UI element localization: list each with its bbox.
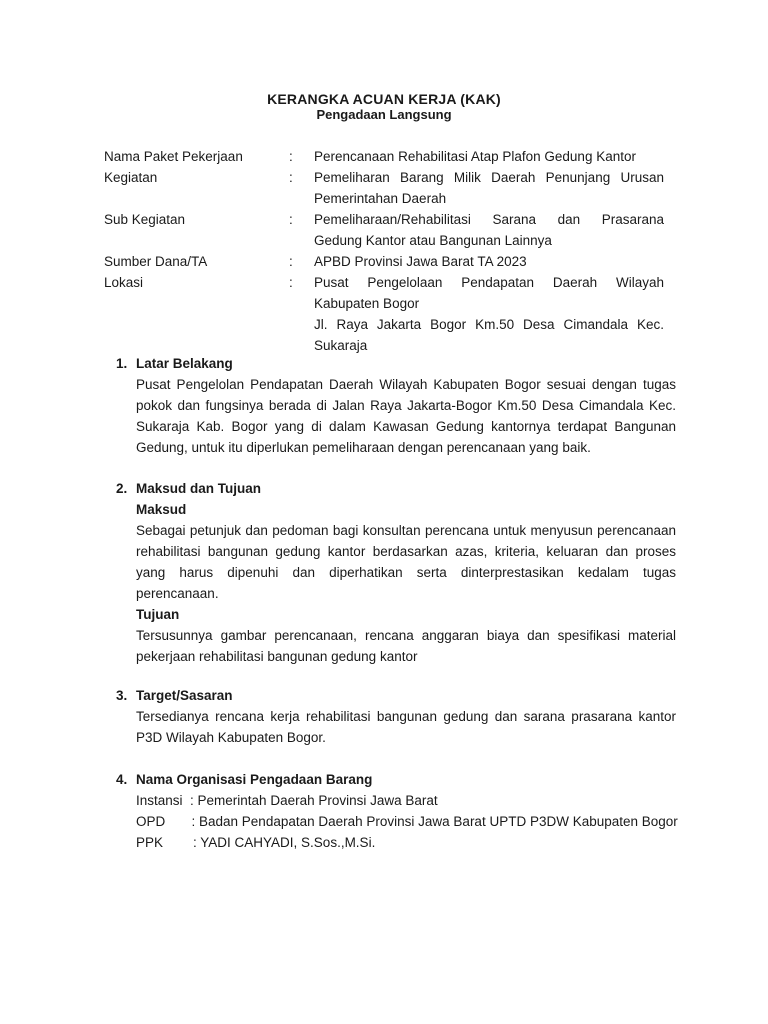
paragraph-line: yang harus dipenuhi dan diperhatikan serta dinterprestasikan kedalam tugas	[136, 565, 676, 580]
info-label: Lokasi	[104, 275, 144, 290]
section-title: Target/Sasaran	[136, 688, 233, 703]
info-value-line: Gedung Kantor atau Bangunan Lainnya	[314, 233, 552, 248]
section-title: Latar Belakang	[136, 356, 233, 371]
section-body	[136, 499, 676, 667]
subheading-maksud: Maksud	[136, 502, 187, 517]
section-title: Nama Organisasi Pengadaan Barang	[136, 772, 373, 787]
info-value-line: Jl. Raya Jakarta Bogor Km.50 Desa Cimandala Kec.	[314, 317, 664, 332]
info-value	[314, 251, 664, 272]
info-value	[314, 209, 664, 251]
document-title: KERANGKA ACUAN KERJA (KAK)	[267, 91, 501, 107]
subheading-tujuan: Tujuan	[136, 607, 180, 622]
info-label: Kegiatan	[104, 170, 158, 185]
paragraph-line: Tersedianya rencana kerja rehabilitasi bangunan gedung dan sarana prasarana kantor	[136, 709, 676, 724]
info-row-sumber-dana	[104, 251, 664, 272]
section-latar-belakang	[104, 353, 676, 458]
info-colon: :	[289, 254, 293, 269]
info-row-sub-kegiatan	[104, 209, 664, 251]
info-value-line: Perencanaan Rehabilitasi Atap Plafon Gedung Kantor	[314, 149, 636, 164]
paragraph-line: perencanaan.	[136, 586, 219, 601]
paragraph-line: Tersusunnya gambar perencanaan, rencana anggaran biaya dan spesifikasi material	[136, 628, 676, 643]
section-body	[136, 374, 676, 458]
section-number: 2.	[116, 481, 128, 496]
section-organisasi	[104, 769, 704, 853]
document-subtitle: Pengadaan Langsung	[316, 107, 452, 122]
section-title: Maksud dan Tujuan	[136, 481, 262, 496]
info-label: Sumber Dana/TA	[104, 254, 208, 269]
paragraph-line: rehabilitasi bangunan gedung kantor berdasarkan azas, kriteria, keluaran dan proses	[136, 544, 676, 559]
info-colon: :	[289, 275, 293, 290]
info-value-line: Sukaraja	[314, 338, 368, 353]
paragraph-line: pokok dan fungsinya berada di Jalan Raya Jakarta-Bogor Km.50 Desa Cimandala Kec.	[136, 398, 676, 413]
info-row-nama-paket	[104, 146, 664, 167]
info-row-lokasi	[104, 272, 664, 356]
section-number: 1.	[116, 356, 128, 371]
org-row-instansi: Instansi : Pemerintah Daerah Provinsi Jawa Barat	[136, 793, 438, 808]
info-block	[104, 146, 664, 356]
info-label: Sub Kegiatan	[104, 212, 186, 227]
section-body	[136, 790, 704, 853]
info-value-line: Pemeliharan Barang Milik Daerah Penunjang Urusan	[314, 170, 664, 185]
paragraph-line: Gedung, untuk itu diperlukan pemeliharaan dengan perencanaan yang baik.	[136, 440, 591, 455]
info-value-line: Pemerintahan Daerah	[314, 191, 447, 206]
org-row-ppk: PPK : YADI CAHYADI, S.Sos.,M.Si.	[136, 835, 376, 850]
paragraph-line: Sebagai petunjuk dan pedoman bagi konsultan perencana untuk menyusun perencanaan	[136, 523, 676, 538]
info-colon: :	[289, 212, 293, 227]
section-heading	[104, 769, 704, 790]
section-maksud-tujuan	[104, 478, 676, 667]
info-value	[314, 167, 664, 209]
info-colon: :	[289, 170, 293, 185]
info-value-line: APBD Provinsi Jawa Barat TA 2023	[314, 254, 527, 269]
paragraph-line: Pusat Pengelolan Pendapatan Daerah Wilayah Kabupaten Bogor sesuai dengan tugas	[136, 377, 676, 392]
info-value	[314, 146, 664, 167]
section-number: 3.	[116, 688, 128, 703]
info-value-line: Pemeliharaan/Rehabilitasi Sarana dan Prasarana	[314, 212, 664, 227]
info-value-line: Pusat Pengelolaan Pendapatan Daerah Wilayah	[314, 275, 664, 290]
section-heading	[104, 685, 676, 706]
paragraph-line: Sukaraja Kab. Bogor yang di dalam Kawasan Gedung kantornya terdapat Bangunan	[136, 419, 676, 434]
section-number: 4.	[116, 772, 128, 787]
section-body	[136, 706, 676, 748]
section-target-sasaran	[104, 685, 676, 748]
info-colon: :	[289, 149, 293, 164]
info-label: Nama Paket Pekerjaan	[104, 149, 243, 164]
paragraph-line: pekerjaan rehabilitasi bangunan gedung kantor	[136, 649, 418, 664]
section-heading	[104, 478, 676, 499]
info-value-line: Kabupaten Bogor	[314, 296, 420, 311]
paragraph-line: P3D Wilayah Kabupaten Bogor.	[136, 730, 326, 745]
org-row-opd: OPD : Badan Pendapatan Daerah Provinsi Jawa Barat UPTD P3DW Kabupaten Bogor	[136, 814, 678, 829]
info-row-kegiatan	[104, 167, 664, 209]
info-value	[314, 272, 664, 356]
section-heading	[104, 353, 676, 374]
